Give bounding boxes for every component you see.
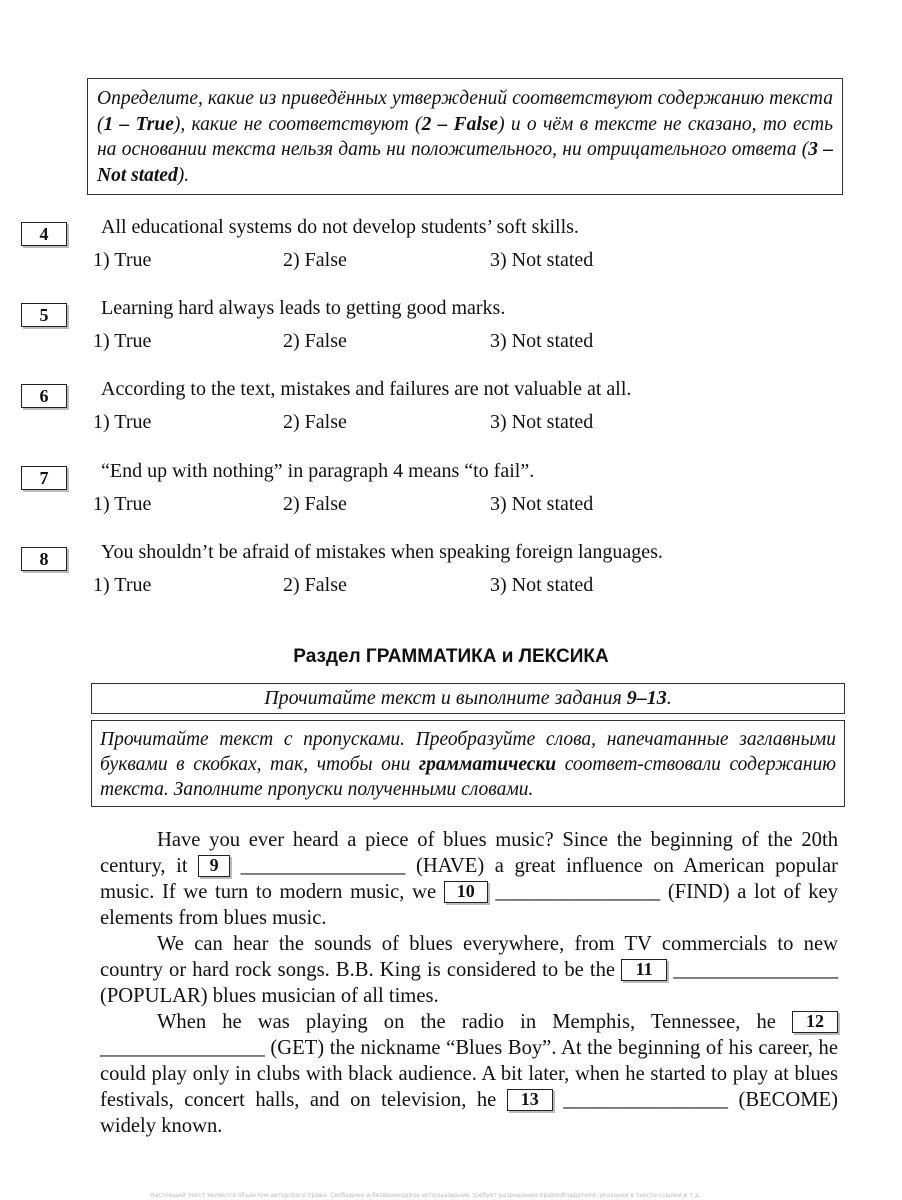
option-not-stated[interactable]: 3) Not stated bbox=[490, 411, 594, 433]
option-false[interactable]: 2) False bbox=[283, 249, 347, 271]
passage-paragraph-2 bbox=[100, 931, 838, 1009]
option-not-stated[interactable]: 3) Not stated bbox=[490, 330, 594, 352]
question-number-box[interactable]: 6 bbox=[21, 384, 67, 408]
grammar-instructions-text-2: соответ-ствовали содержанию текста. Заполните пропуски полученными словами. bbox=[100, 754, 836, 800]
passage-text: ________________ (GET) the nickname “Blues Boy”. At the beginning of his career, he could play only in clubs with black audience. A bit later, when he started to play at blues festivals, concert halls, and on television, he bbox=[100, 1037, 838, 1111]
passage-text: Have you ever heard a piece of blues music? Since the beginning of the 20th century, it bbox=[100, 829, 838, 877]
grammar-emphasis: грамматически bbox=[418, 754, 557, 775]
question-text: Learning hard always leads to getting good marks. bbox=[101, 297, 506, 319]
option-false[interactable]: 2) False bbox=[283, 330, 347, 352]
question-text: You shouldn’t be afraid of mistakes when speaking foreign languages. bbox=[101, 541, 663, 563]
passage-paragraph-1 bbox=[100, 827, 838, 931]
question-text: “End up with nothing” in paragraph 4 means “to fail”. bbox=[101, 460, 535, 482]
option-true[interactable]: 1) True bbox=[93, 493, 152, 515]
gap-12-box[interactable]: 12 bbox=[792, 1011, 838, 1033]
question-number-box[interactable]: 4 bbox=[21, 222, 67, 246]
option-false[interactable]: 2) False bbox=[283, 574, 347, 596]
gap-13-box[interactable]: 13 bbox=[507, 1089, 553, 1111]
question-number-box[interactable]: 8 bbox=[21, 547, 67, 571]
passage-text: ________________ (BECOME) widely known. bbox=[100, 1089, 838, 1137]
grammar-instructions-text-1: Прочитайте текст с пропусками. Преобразуйте слова, напечатанные заглавными буквами в скобках, так, чтобы они bbox=[100, 729, 836, 775]
task-instruction-box bbox=[91, 683, 845, 714]
task-instruction-text: Прочитайте текст и выполните задания bbox=[264, 687, 627, 709]
instructions-not-stated-label: 3 – Not stated bbox=[97, 139, 833, 186]
option-false[interactable]: 2) False bbox=[283, 493, 347, 515]
passage-text: ________________ (POPULAR) blues musician of all times. bbox=[100, 959, 838, 1007]
passage-text: When he was playing on the radio in Memphis, Tennessee, he bbox=[157, 1011, 792, 1033]
option-true[interactable]: 1) True bbox=[93, 249, 152, 271]
task-instruction-suffix: . bbox=[666, 687, 672, 709]
passage-text: ________________ (HAVE) a great influence on American popular music. If we turn to modern music, we bbox=[100, 855, 838, 903]
instructions-text-2: ), какие не соответствуют ( bbox=[173, 113, 422, 135]
gap-9-box[interactable]: 9 bbox=[198, 855, 230, 877]
instructions-text-3: ) и о чём в тексте не сказано, то есть на основании текста нельзя дать ни положительного, ни отрицательного ответа ( bbox=[97, 113, 833, 160]
passage-paragraph-3 bbox=[100, 1009, 838, 1139]
instructions-true-label: 1 – True bbox=[103, 113, 174, 135]
gap-11-box[interactable]: 11 bbox=[621, 959, 667, 981]
option-not-stated[interactable]: 3) Not stated bbox=[490, 493, 594, 515]
option-true[interactable]: 1) True bbox=[93, 574, 152, 596]
blues-passage bbox=[100, 827, 838, 1139]
instructions-text-1: Определите, какие из приведённых утверждений соответствуют содержанию текста ( bbox=[97, 88, 833, 135]
question-text: According to the text, mistakes and failures are not valuable at all. bbox=[101, 378, 632, 400]
section-title: Раздел ГРАММАТИКА и ЛЕКСИКА bbox=[293, 646, 609, 667]
instructions-false-label: 2 – False bbox=[421, 113, 499, 135]
passage-text: We can hear the sounds of blues everywhere, from TV commercials to new country or hard rock songs. B.B. King is considered to be the bbox=[100, 933, 838, 981]
option-false[interactable]: 2) False bbox=[283, 411, 347, 433]
question-number-box[interactable]: 5 bbox=[21, 303, 67, 327]
instructions-text-4: ). bbox=[177, 164, 190, 186]
grammar-instructions-box bbox=[91, 720, 845, 807]
task-range: 9–13 bbox=[626, 687, 667, 709]
option-true[interactable]: 1) True bbox=[93, 330, 152, 352]
copyright-footer: Настоящий текст является объектом авторского права. Свободное и безвозмездное использование требует разрешения правообладателя, указания в тексте ссылки и т.д. bbox=[150, 1192, 701, 1199]
passage-text: ________________ (FIND) a lot of key elements from blues music. bbox=[100, 881, 838, 929]
question-text: All educational systems do not develop students’ soft skills. bbox=[101, 216, 579, 238]
question-number-box[interactable]: 7 bbox=[21, 466, 67, 490]
instructions-box bbox=[87, 78, 843, 195]
option-not-stated[interactable]: 3) Not stated bbox=[490, 249, 594, 271]
option-true[interactable]: 1) True bbox=[93, 411, 152, 433]
gap-10-box[interactable]: 10 bbox=[444, 881, 488, 903]
option-not-stated[interactable]: 3) Not stated bbox=[490, 574, 594, 596]
